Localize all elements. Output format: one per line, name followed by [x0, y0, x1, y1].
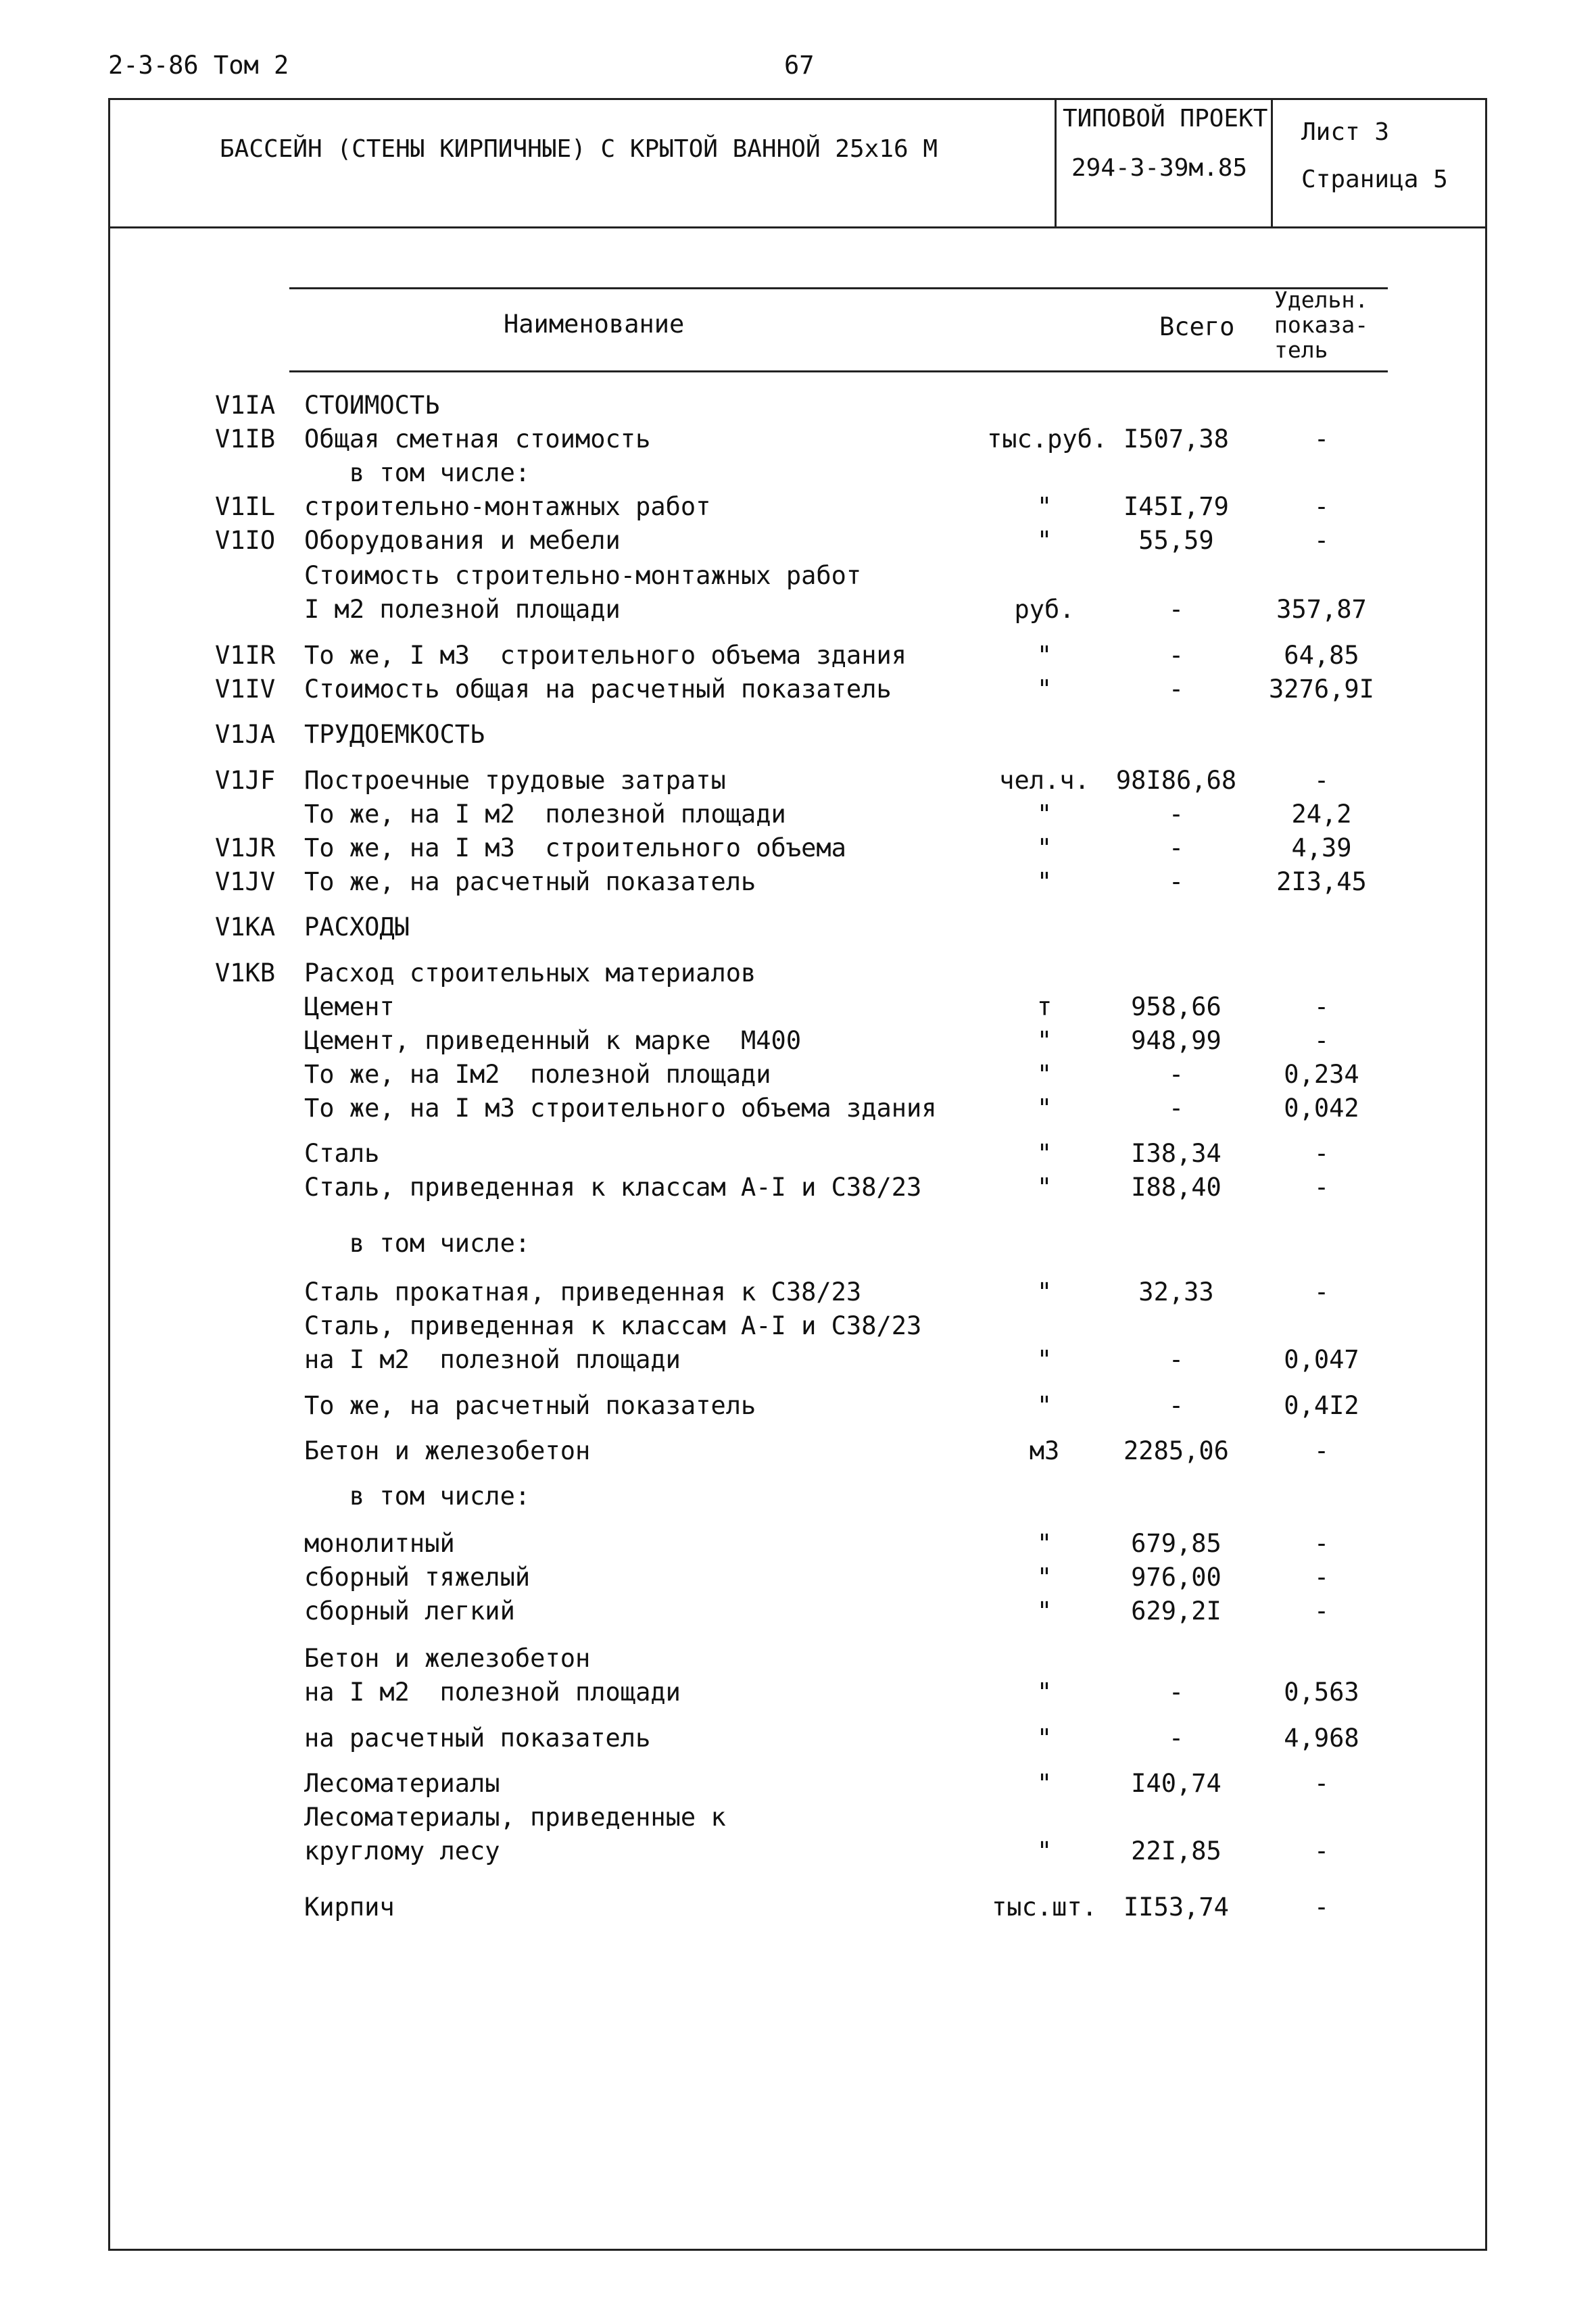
row-name: в том числе: — [304, 1482, 531, 1511]
row-name: Стоимость общая на расчетный показатель — [304, 675, 892, 704]
row-name: Построечные трудовые затраты — [304, 766, 726, 795]
row-name: Стоимость строительно-монтажных работ — [304, 561, 862, 590]
row-unit: " — [1036, 1597, 1053, 1626]
row-name: I м2 полезной площади — [304, 595, 621, 624]
row-unit: " — [1036, 526, 1053, 555]
row-unit: " — [1036, 1277, 1053, 1307]
row-specific: - — [1313, 1597, 1330, 1626]
row-unit: т — [1036, 992, 1053, 1021]
row-specific: - — [1313, 492, 1330, 521]
row-total: - — [1168, 1391, 1184, 1420]
row-unit: " — [1036, 492, 1053, 521]
row-code: V1IV — [215, 675, 276, 704]
column-header-specific-line3: тель — [1274, 337, 1328, 363]
row-unit: " — [1036, 1836, 1053, 1866]
row-specific: - — [1313, 1026, 1330, 1055]
row-specific: 0,234 — [1284, 1060, 1359, 1089]
row-name: Лесоматериалы — [304, 1769, 500, 1798]
row-name: Оборудования и мебели — [304, 526, 621, 555]
row-specific: - — [1313, 1436, 1330, 1465]
row-specific: 4,39 — [1291, 833, 1352, 862]
row-unit: " — [1036, 1173, 1053, 1202]
page-number: 67 — [784, 51, 815, 80]
row-name: Бетон и железобетон — [304, 1436, 591, 1465]
stamp-project-label: ТИПОВОЙ ПРОЕКТ — [1063, 105, 1268, 132]
row-code: V1KB — [215, 958, 276, 988]
row-total: - — [1168, 1678, 1184, 1707]
row-specific: - — [1313, 1529, 1330, 1558]
row-specific: 4,968 — [1284, 1724, 1359, 1753]
row-total: - — [1168, 833, 1184, 862]
row-total: 22I,85 — [1131, 1836, 1222, 1866]
row-specific: - — [1313, 526, 1330, 555]
row-name: Бетон и железобетон — [304, 1644, 591, 1673]
row-specific: 3276,9I — [1269, 675, 1374, 704]
row-name: ТРУДОЕМКОСТЬ — [304, 720, 485, 749]
row-name: Сталь — [304, 1139, 380, 1168]
row-name: Лесоматериалы, приведенные к — [304, 1803, 726, 1832]
row-name: в том числе: — [304, 458, 531, 487]
row-unit: " — [1036, 1060, 1053, 1089]
row-total: 976,00 — [1131, 1563, 1222, 1592]
row-specific: - — [1313, 1563, 1330, 1592]
row-specific: - — [1313, 1836, 1330, 1866]
row-name: СТОИМОСТЬ — [304, 391, 440, 420]
row-total: - — [1168, 1094, 1184, 1123]
row-total: - — [1168, 595, 1184, 624]
column-header-specific-line1: Удельн. — [1274, 287, 1369, 313]
row-total: 32,33 — [1138, 1277, 1214, 1307]
row-unit: " — [1036, 1678, 1053, 1707]
row-specific: - — [1313, 424, 1330, 454]
row-name: строительно-монтажных работ — [304, 492, 711, 521]
row-name: То же, на расчетный показатель — [304, 867, 756, 896]
row-unit: " — [1036, 1529, 1053, 1558]
row-code: V1KA — [215, 912, 276, 942]
row-unit: м3 — [1029, 1436, 1060, 1465]
row-specific: 357,87 — [1276, 595, 1367, 624]
row-total: - — [1168, 867, 1184, 896]
row-specific: 0,042 — [1284, 1094, 1359, 1123]
row-total: I40,74 — [1131, 1769, 1222, 1798]
row-total: 679,85 — [1131, 1529, 1222, 1558]
row-name: Расход строительных материалов — [304, 958, 756, 988]
row-name: То же, на I м2 полезной площади — [304, 800, 786, 829]
row-total: I38,34 — [1131, 1139, 1222, 1168]
header-left-label: 2-3-86 Том 2 — [108, 51, 289, 80]
stamp-title: БАССЕЙН (СТЕНЫ КИРПИЧНЫЕ) С КРЫТОЙ ВАННОЙ 25х16 М — [220, 135, 938, 163]
row-unit: тыс.шт. — [992, 1893, 1097, 1922]
row-total: - — [1168, 800, 1184, 829]
row-unit: " — [1036, 1345, 1053, 1374]
row-name: сборный легкий — [304, 1597, 515, 1626]
row-unit: " — [1036, 1094, 1053, 1123]
row-total: 958,66 — [1131, 992, 1222, 1021]
row-code: V1JR — [215, 833, 276, 862]
row-code: V1JA — [215, 720, 276, 749]
row-specific: 24,2 — [1291, 800, 1352, 829]
row-total: I88,40 — [1131, 1173, 1222, 1202]
row-name: Цемент, приведенный к марке М400 — [304, 1026, 802, 1055]
row-name: на I м2 полезной площади — [304, 1678, 681, 1707]
row-name: Цемент — [304, 992, 395, 1021]
row-specific: - — [1313, 766, 1330, 795]
row-unit: " — [1036, 867, 1053, 896]
row-unit: тыс.руб. — [987, 424, 1108, 454]
row-unit: руб. — [1014, 595, 1075, 624]
row-total: I507,38 — [1123, 424, 1229, 454]
row-total: II53,74 — [1123, 1893, 1229, 1922]
row-specific: - — [1313, 1769, 1330, 1798]
row-code: V1IB — [215, 424, 276, 454]
row-code: V1JV — [215, 867, 276, 896]
row-total: - — [1168, 641, 1184, 670]
row-specific: 2I3,45 — [1276, 867, 1367, 896]
row-unit: " — [1036, 1563, 1053, 1592]
row-name: Общая сметная стоимость — [304, 424, 651, 454]
row-name: сборный тяжелый — [304, 1563, 531, 1592]
row-total: 629,2I — [1131, 1597, 1222, 1626]
row-name: монолитный — [304, 1529, 455, 1558]
row-total: - — [1168, 1724, 1184, 1753]
row-specific: - — [1313, 1893, 1330, 1922]
row-name: РАСХОДЫ — [304, 912, 410, 942]
row-name: То же, I м3 строительного объема здания — [304, 641, 907, 670]
row-name: Кирпич — [304, 1893, 395, 1922]
row-total: 55,59 — [1138, 526, 1214, 555]
row-specific: - — [1313, 1173, 1330, 1202]
stamp-page: Страница 5 — [1301, 166, 1448, 193]
row-name: на расчетный показатель — [304, 1724, 651, 1753]
row-name: Сталь, приведенная к классам А-I и С38/23 — [304, 1311, 922, 1340]
row-unit: " — [1036, 675, 1053, 704]
row-total: - — [1168, 1060, 1184, 1089]
row-total: 948,99 — [1131, 1026, 1222, 1055]
row-code: V1IO — [215, 526, 276, 555]
column-header-name: Наименование — [504, 310, 685, 339]
row-unit: " — [1036, 1724, 1053, 1753]
row-specific: 0,4I2 — [1284, 1391, 1359, 1420]
row-total: - — [1168, 1345, 1184, 1374]
row-name: То же, на Iм2 полезной площади — [304, 1060, 771, 1089]
row-unit: " — [1036, 1026, 1053, 1055]
row-specific: 0,047 — [1284, 1345, 1359, 1374]
row-unit: " — [1036, 641, 1053, 670]
row-specific: - — [1313, 1139, 1330, 1168]
row-unit: " — [1036, 1391, 1053, 1420]
row-unit: " — [1036, 1769, 1053, 1798]
row-name: в том числе: — [304, 1229, 531, 1258]
row-unit: " — [1036, 800, 1053, 829]
row-name: круглому лесу — [304, 1836, 500, 1866]
row-name: То же, на расчетный показатель — [304, 1391, 756, 1420]
row-total: I45I,79 — [1123, 492, 1229, 521]
row-name: То же, на I м3 строительного объема здания — [304, 1094, 937, 1123]
row-name: Сталь, приведенная к классам А-I и С38/23 — [304, 1173, 922, 1202]
row-unit: " — [1036, 1139, 1053, 1168]
row-unit: " — [1036, 833, 1053, 862]
row-total: - — [1168, 675, 1184, 704]
row-code: V1IL — [215, 492, 276, 521]
row-name: на I м2 полезной площади — [304, 1345, 681, 1374]
row-name: То же, на I м3 строительного объема — [304, 833, 846, 862]
column-header-total: Всего — [1159, 312, 1235, 341]
row-code: V1JF — [215, 766, 276, 795]
row-code: V1IR — [215, 641, 276, 670]
row-name: Сталь прокатная, приведенная к С38/23 — [304, 1277, 862, 1307]
row-total: 98I86,68 — [1115, 766, 1237, 795]
column-header-specific — [1274, 287, 1368, 362]
column-header-specific-line2: показа- — [1274, 312, 1369, 338]
row-code: V1IA — [215, 391, 276, 420]
row-total: 2285,06 — [1123, 1436, 1229, 1465]
row-unit: чел.ч. — [999, 766, 1090, 795]
row-specific: 64,85 — [1284, 641, 1359, 670]
stamp-sheet: Лист 3 — [1301, 118, 1390, 146]
stamp-project-number: 294-3-39м.85 — [1071, 154, 1248, 182]
row-specific: 0,563 — [1284, 1678, 1359, 1707]
row-specific: - — [1313, 992, 1330, 1021]
row-specific: - — [1313, 1277, 1330, 1307]
